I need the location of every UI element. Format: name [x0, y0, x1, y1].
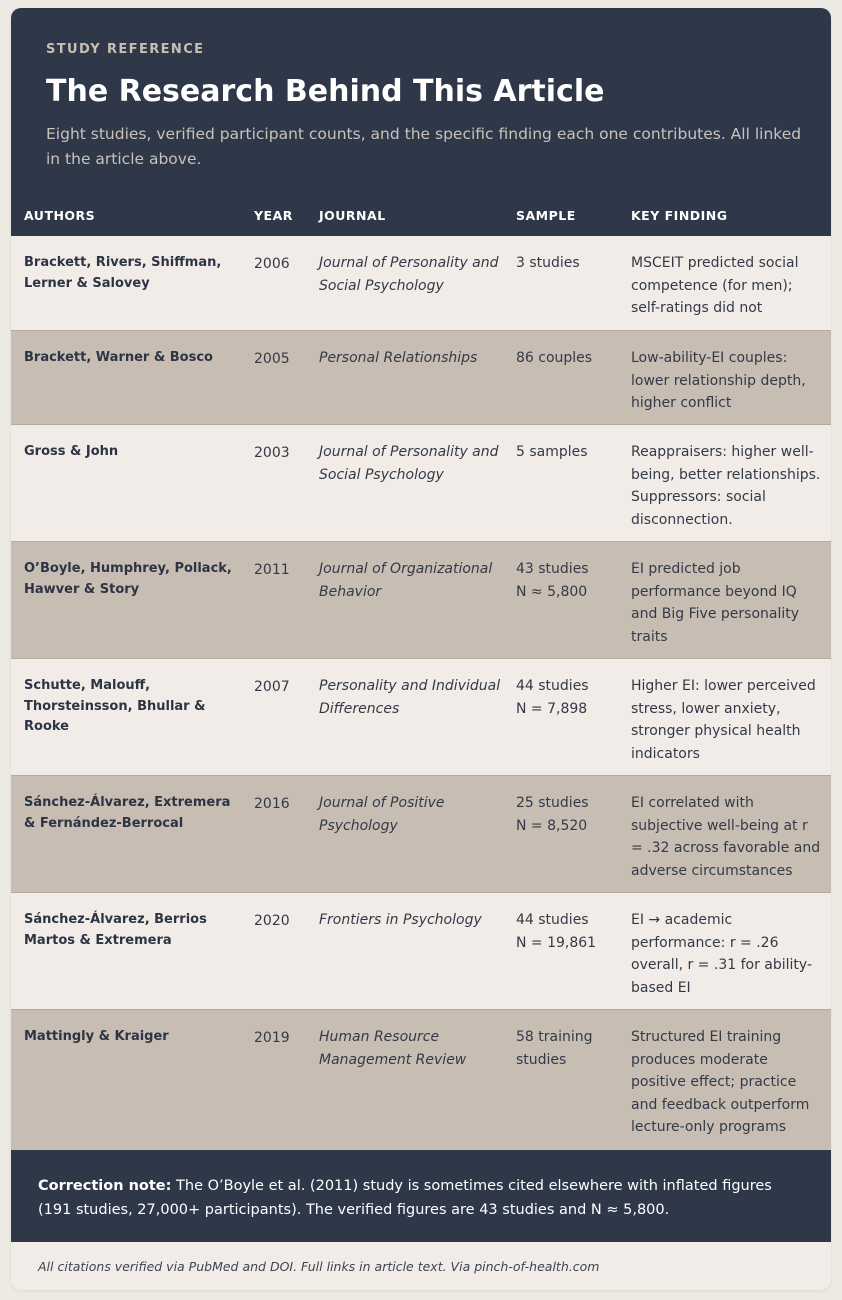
cell-sample: [516, 252, 631, 330]
sample-count: 86 couples: [516, 350, 593, 366]
cell-authors: Mattingly & Kraiger: [24, 1029, 169, 1044]
cell-year: 2003: [254, 445, 290, 461]
table-row: [11, 776, 831, 893]
card-header: [11, 8, 831, 194]
correction-note-label: Correction note:: [38, 1178, 172, 1194]
cell-year: 2005: [254, 351, 290, 367]
card-subtitle: Eight studies, verified participant counts, and the specific finding each one contributes. All linked in the article above.: [46, 125, 802, 168]
cell-year: 2019: [254, 1030, 290, 1046]
cell-year: 2011: [254, 562, 290, 578]
cell-authors: O’Boyle, Humphrey, Pollack, Hawver & Story: [24, 561, 232, 597]
cell-key-finding: EI → academic performance: r = .26 overall, r = .31 for ability-based EI: [631, 912, 812, 996]
sample-n: N = 8,520: [516, 817, 588, 834]
citation-footer: All citations verified via PubMed and DOI. Full links in article text. Via pinch-of-health.com: [38, 1259, 600, 1274]
column-header-authors: AUTHORS: [24, 208, 96, 223]
table-row: [11, 1010, 831, 1150]
sample-n: N = 19,861: [516, 934, 597, 951]
table-body: [11, 236, 831, 1150]
sample-count: 44 studies: [516, 912, 589, 928]
cell-key-finding: Reappraisers: higher well-being, better relationships. Suppressors: social disconnection.: [631, 444, 821, 528]
sample-count: 44 studies: [516, 678, 589, 694]
column-header-sample: SAMPLE: [516, 208, 576, 223]
sample-count: 25 studies: [516, 795, 589, 811]
table-row: [11, 425, 831, 542]
cell-journal: Personality and Individual Differences: [319, 678, 501, 717]
cell-sample: [516, 675, 631, 775]
cell-journal: Frontiers in Psychology: [319, 912, 482, 928]
table-row: [11, 542, 831, 659]
eyebrow-label: STUDY REFERENCE: [46, 42, 205, 57]
cell-year: 2007: [254, 679, 290, 695]
cell-authors: Brackett, Rivers, Shiffman, Lerner & Salovey: [24, 255, 222, 291]
table-row: [11, 893, 831, 1010]
cell-authors: Sánchez-Álvarez, Berrios Martos & Extremera: [24, 912, 207, 948]
sample-count: 58 training studies: [516, 1029, 593, 1068]
table-row: [11, 659, 831, 776]
cell-journal: Human Resource Management Review: [319, 1029, 467, 1068]
column-header-key-finding: KEY FINDING: [631, 208, 728, 223]
cell-sample: [516, 792, 631, 892]
cell-sample: [516, 347, 631, 424]
cell-authors: Brackett, Warner & Bosco: [24, 350, 213, 365]
correction-note-text: The O’Boyle et al. (2011) study is sometimes cited elsewhere with inflated figures (191 studies, 27,000+ participants). The verified figures are 43 studies and N ≈ 5,800.: [38, 1178, 772, 1218]
sample-n: N ≈ 5,800: [516, 583, 588, 600]
correction-note: [11, 1150, 831, 1242]
cell-sample: [516, 1026, 631, 1150]
table-header: [11, 194, 831, 236]
cell-authors: Gross & John: [24, 444, 119, 459]
cell-year: 2016: [254, 796, 290, 812]
cell-journal: Journal of Personality and Social Psychology: [319, 255, 499, 294]
cell-year: 2020: [254, 913, 290, 929]
column-header-journal: JOURNAL: [319, 208, 386, 223]
cell-authors: Schutte, Malouff, Thorsteinsson, Bhullar & Rooke: [24, 678, 206, 734]
study-reference-card: [11, 8, 831, 1290]
cell-sample: [516, 909, 631, 1009]
card-title: The Research Behind This Article: [46, 74, 605, 109]
cell-key-finding: Low-ability-EI couples: lower relationship depth, higher conflict: [631, 350, 806, 411]
sample-count: 3 studies: [516, 255, 580, 271]
cell-key-finding: EI predicted job performance beyond IQ and Big Five personality traits: [631, 561, 800, 645]
cell-journal: Journal of Organizational Behavior: [319, 561, 493, 600]
sample-n: N = 7,898: [516, 700, 588, 717]
cell-year: 2006: [254, 256, 290, 272]
cell-journal: Personal Relationships: [319, 350, 478, 366]
cell-journal: Journal of Personality and Social Psychology: [319, 444, 499, 483]
cell-sample: [516, 441, 631, 541]
sample-count: 43 studies: [516, 561, 589, 577]
cell-journal: Journal of Positive Psychology: [319, 795, 445, 834]
sample-count: 5 samples: [516, 444, 588, 460]
cell-sample: [516, 558, 631, 658]
cell-key-finding: MSCEIT predicted social competence (for men); self-ratings did not: [631, 255, 799, 316]
cell-key-finding: Structured EI training produces moderate positive effect; practice and feedback outperform lecture-only programs: [631, 1029, 810, 1135]
column-header-year: YEAR: [254, 208, 293, 223]
cell-authors: Sánchez-Álvarez, Extremera & Fernández-Berrocal: [24, 795, 231, 831]
cell-key-finding: EI correlated with subjective well-being at r = .32 across favorable and adverse circumstances: [631, 795, 821, 879]
table-row: [11, 331, 831, 425]
cell-key-finding: Higher EI: lower perceived stress, lower anxiety, stronger physical health indicators: [631, 678, 816, 762]
table-row: [11, 236, 831, 331]
